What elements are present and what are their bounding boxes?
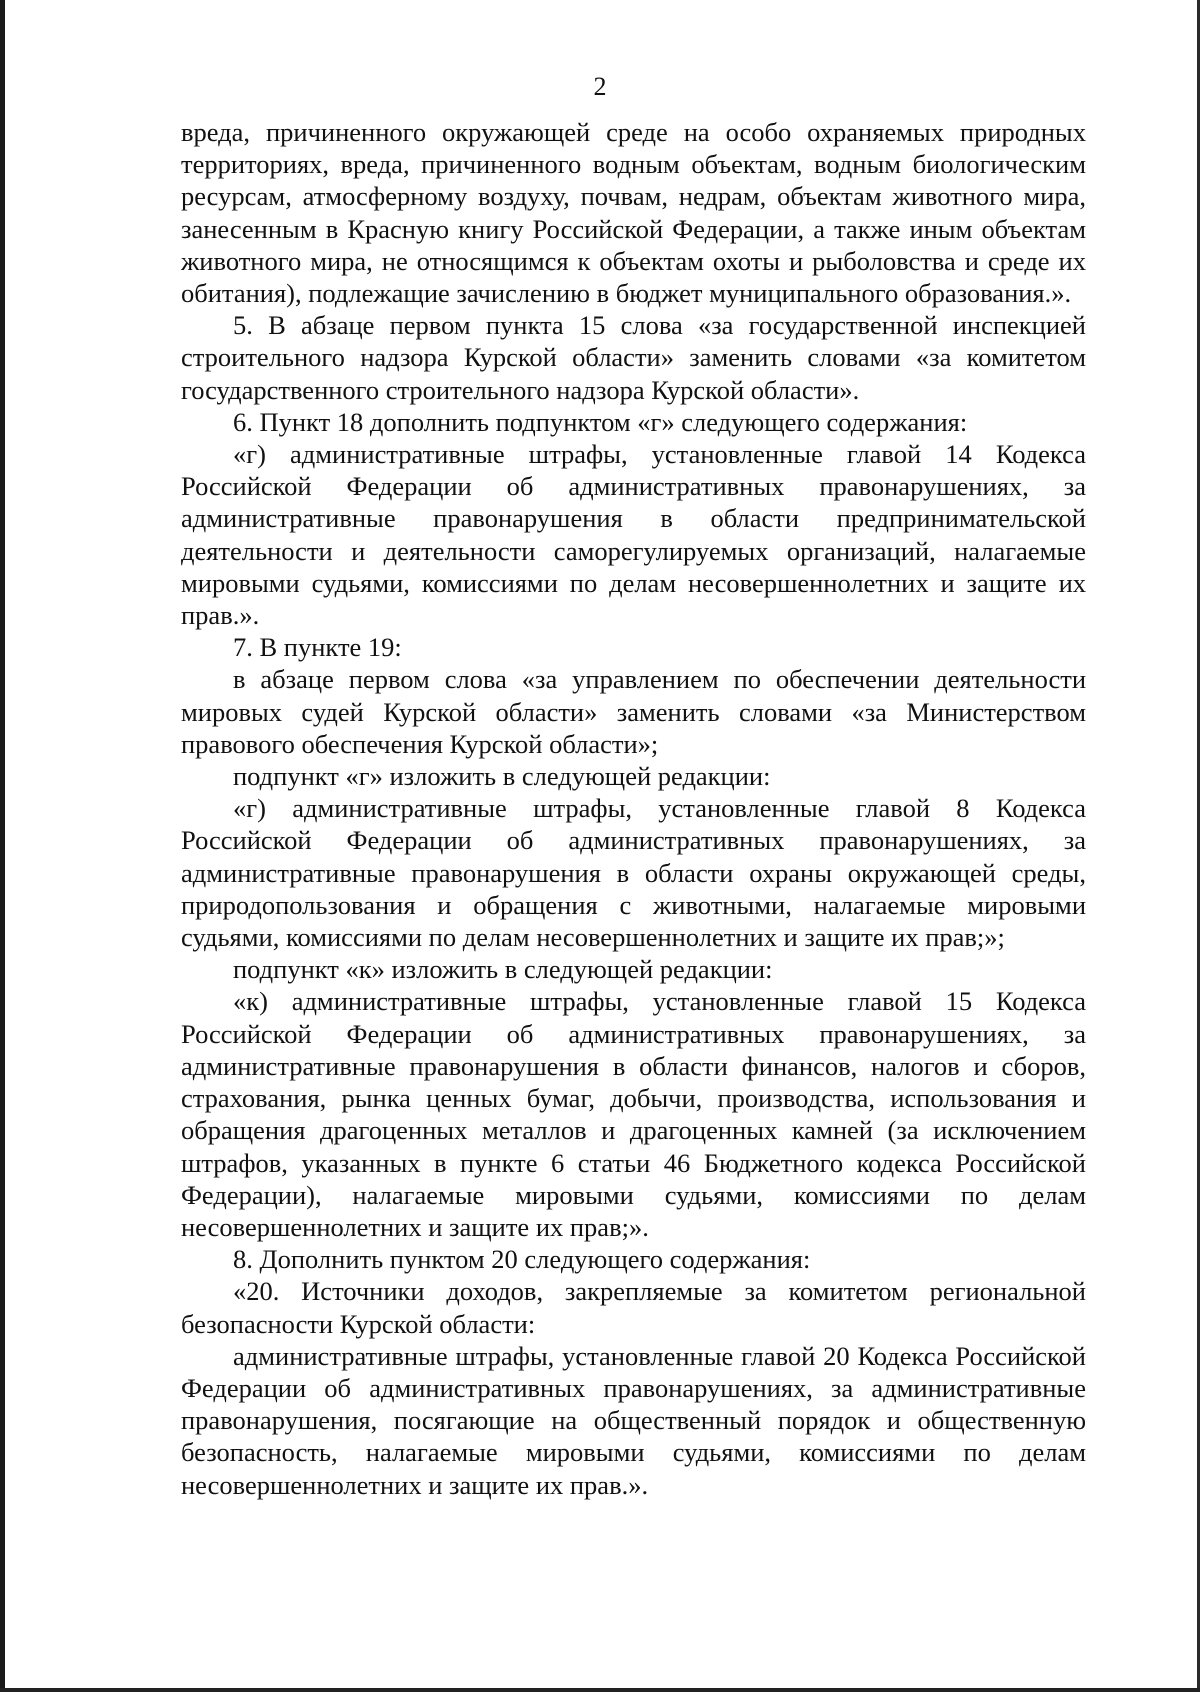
paragraph-11: 8. Дополнить пунктом 20 следующего содержания: bbox=[233, 1244, 811, 1275]
paragraph-7: подпункт «г» изложить в следующей редакции: bbox=[233, 761, 771, 792]
paragraph-9: подпункт «к» изложить в следующей редакции: bbox=[233, 954, 773, 985]
paragraph-6: в абзаце первом слова «за управлением по обеспечении деятельности мировых судей Курской области» заменить словами «за Министерством правового обеспечения Курской области»; bbox=[181, 664, 1086, 759]
scan-edge-bottom bbox=[0, 1688, 1200, 1692]
document-body bbox=[181, 116, 1086, 1501]
page-number: 2 bbox=[593, 72, 607, 101]
scan-edge-left bbox=[0, 0, 5, 1692]
paragraph-13: административные штрафы, установленные главой 20 Кодекса Российской Федерации об административных правонарушениях, за административные правонарушения, посягающие на общественный порядок и общественную безопасность, налагаемые мировыми судьями, комиссиями по делам несовершеннолетних и защите их прав.». bbox=[181, 1340, 1086, 1500]
paragraph-4: «г) административные штрафы, установленные главой 14 Кодекса Российской Федерации об административных правонарушениях, за административные правонарушения в области предпринимательской деятельности и деятельности саморегулируемых организаций, налагаемые мировыми судьями, комиссиями по делам несовершеннолетних и защите их прав.». bbox=[181, 439, 1086, 631]
paragraph-8: «г) административные штрафы, установленные главой 8 Кодекса Российской Федерации об административных правонарушениях, за административные правонарушения в области охраны окружающей среды, природопользования и обращения с животными, налагаемые мировыми судьями, комиссиями по делам несовершеннолетних и защите их прав;»; bbox=[181, 793, 1086, 953]
paragraph-5: 7. В пункте 19: bbox=[233, 632, 402, 663]
paragraph-1: вреда, причиненного окружающей среде на особо охраняемых природных территориях, вреда, причиненного водным объектам, водным биологическим ресурсам, атмосферному воздуху, почвам, недрам, объектам животного мира, занесенным в Красную книгу Российской Федерации, а также иным объектам животного мира, не относящимся к объектам охоты и рыболовства и среде их обитания), подлежащие зачислению в бюджет муниципального образования.». bbox=[181, 117, 1086, 309]
paragraph-3: 6. Пункт 18 дополнить подпунктом «г» следующего содержания: bbox=[233, 406, 968, 437]
paragraph-2: 5. В абзаце первом пункта 15 слова «за государственной инспекцией строительного надзора Курской области» заменить словами «за комитетом государственного строительного надзора Курской области». bbox=[181, 310, 1086, 405]
paragraph-12: «20. Источники доходов, закрепляемые за комитетом региональной безопасности Курской области: bbox=[181, 1276, 1086, 1339]
paragraph-10: «к) административные штрафы, установленные главой 15 Кодекса Российской Федерации об административных правонарушениях, за административные правонарушения в области финансов, налогов и сборов, страхования, рынка ценных бумаг, добычи, производства, использования и обращения драгоценных металлов и драгоценных камней (за исключением штрафов, указанных в пункте 6 статьи 46 Бюджетного кодекса Российской Федерации), налагаемые мировыми судьями, комиссиями по делам несовершеннолетних и защите их прав;». bbox=[181, 986, 1086, 1242]
